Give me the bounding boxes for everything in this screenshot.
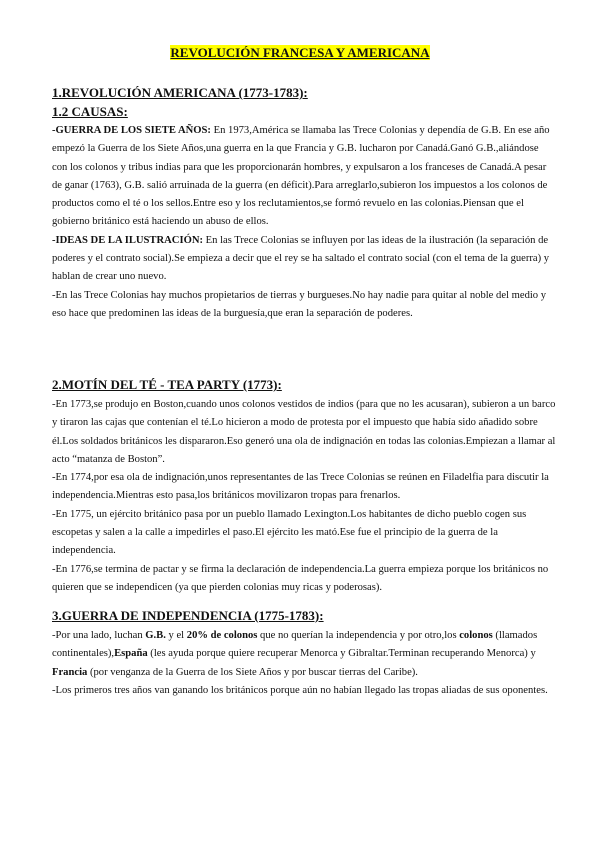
- paragraph-1775: -En 1775, un ejército británico pasa por un pueblo llamado Lexington.Los habitantes de dicho pueblo cogen sus escopetas y salen a la calle a impedirles el paso.El ejército les mató.Ese fue el principio de la guerra de la independencia.: [52, 508, 527, 557]
- bold-20-colonos: 20% de colonos: [186, 630, 258, 641]
- text-bandos-f: (por venganza de la Guerra de los Siete Años y por buscar tierras del Caribe).: [87, 666, 418, 678]
- bold-francia: Francia: [52, 666, 88, 678]
- text-ilustracion: En las Trece Colonias se influyen por las ideas de la ilustración (la separación de poderes y el contrato social).Se empieza a decir que el rey se ha saltado el contrato social (con el tema de la guerra) y hablan de crear uno nuevo.: [52, 234, 550, 283]
- paragraph-siete-anos: [52, 122, 556, 232]
- title-text: REVOLUCIÓN FRANCESA Y AMERICANA: [170, 45, 430, 60]
- paragraph-1776: -En 1776,se termina de pactar y se firma la declaración de independencia.La guerra empieza porque los británicos no quieren que se independicen (ya que pierden colonias muy ricas y poderosas).: [52, 563, 549, 593]
- text-siete-anos: En 1973,América se llamaba las Trece Colonias y dependía de G.B. En ese año empezó la Guerra de los Siete Años,una guerra en la que Francia y G.B. lucharon por Canadá.Ganó G.B.,aliándose con los colonos y tribus indias para que les proporcionarán hombres, y expulsaron a los franceses de Canadá.A pesar de ganar (1763), G.B. salió arruinada de la guerra (en déficit).Para arreglarlo,subieron los impuestos a los colonos de productos como el té o los sellos.Entre eso y los reclutamientos,se formó revuelo en las colonias.Piensan que el gobierno británico está haciendo un abuso de ellos.: [52, 125, 550, 228]
- paragraph-burgueses: -En las Trece Colonias hay muchos propietarios de tierras y burgueses.No hay nadie para quitar al noble del medio y eso hace que predominen las ideas de la burguesía,que eran la separación de poderes.: [52, 289, 547, 319]
- section3-body: [52, 627, 556, 700]
- section3-heading: 3.GUERRA DE INDEPENDENCIA (1775-1783):: [52, 608, 324, 623]
- section1-heading: 1.REVOLUCIÓN AMERICANA (1773-1783):: [52, 85, 308, 100]
- section2-body: [52, 396, 556, 597]
- bold-espana: España: [114, 648, 148, 660]
- section2-heading: 2.MOTÍN DEL TÉ - TEA PARTY (1773):: [52, 377, 282, 392]
- section1-body: [52, 122, 556, 323]
- text-bandos-c: que no querían la independencia y por otro,los: [257, 630, 460, 641]
- paragraph-1773: -En 1773,se produjo en Boston,cuando unos colonos vestidos de indios (para que no les acusaran), subieron a un barco y tiraron las cajas que contenían el té.Lo hicieron a modo de protesta por el impuesto que había sido añadido sobre él.Los soldados británicos les dispararon.Eso generó una ola de indignación en todas las colonias.Empiezan a llamar al acto “matanza de Boston”.: [52, 399, 556, 465]
- text-bandos-a: -Por una lado, luchan: [52, 630, 146, 641]
- paragraph-bandos: [52, 627, 556, 682]
- paragraph-primeros-anos: -Los primeros tres años van ganando los británicos porque aún no habían llegado las tropas aliadas de sus oponentes.: [52, 684, 548, 696]
- paragraph-ilustracion: [52, 232, 556, 287]
- paragraph-1774: -En 1774,por esa ola de indignación,unos representantes de las Trece Colonias se reúnen en Filadelfia para discutir la independencia.Mientras esto pasa,los británicos movilizaron tropas para frenarlos.: [52, 472, 549, 502]
- label-ilustracion: -IDEAS DE LA ILUSTRACIÓN:: [52, 234, 203, 246]
- bold-gb: G.B.: [145, 630, 166, 641]
- text-bandos-e: (les ayuda porque quiere recuperar Menorca y Gibraltar.Terminan recuperando Menorca) y: [147, 648, 536, 660]
- text-bandos-d: (llamados continentales),: [52, 630, 538, 660]
- bold-colonos: colonos: [459, 630, 493, 641]
- section1-subheading: 1.2 CAUSAS:: [52, 104, 128, 119]
- document-title: [0, 44, 600, 62]
- text-bandos-b: y el: [165, 630, 187, 641]
- label-siete-anos: -GUERRA DE LOS SIETE AÑOS:: [52, 125, 211, 136]
